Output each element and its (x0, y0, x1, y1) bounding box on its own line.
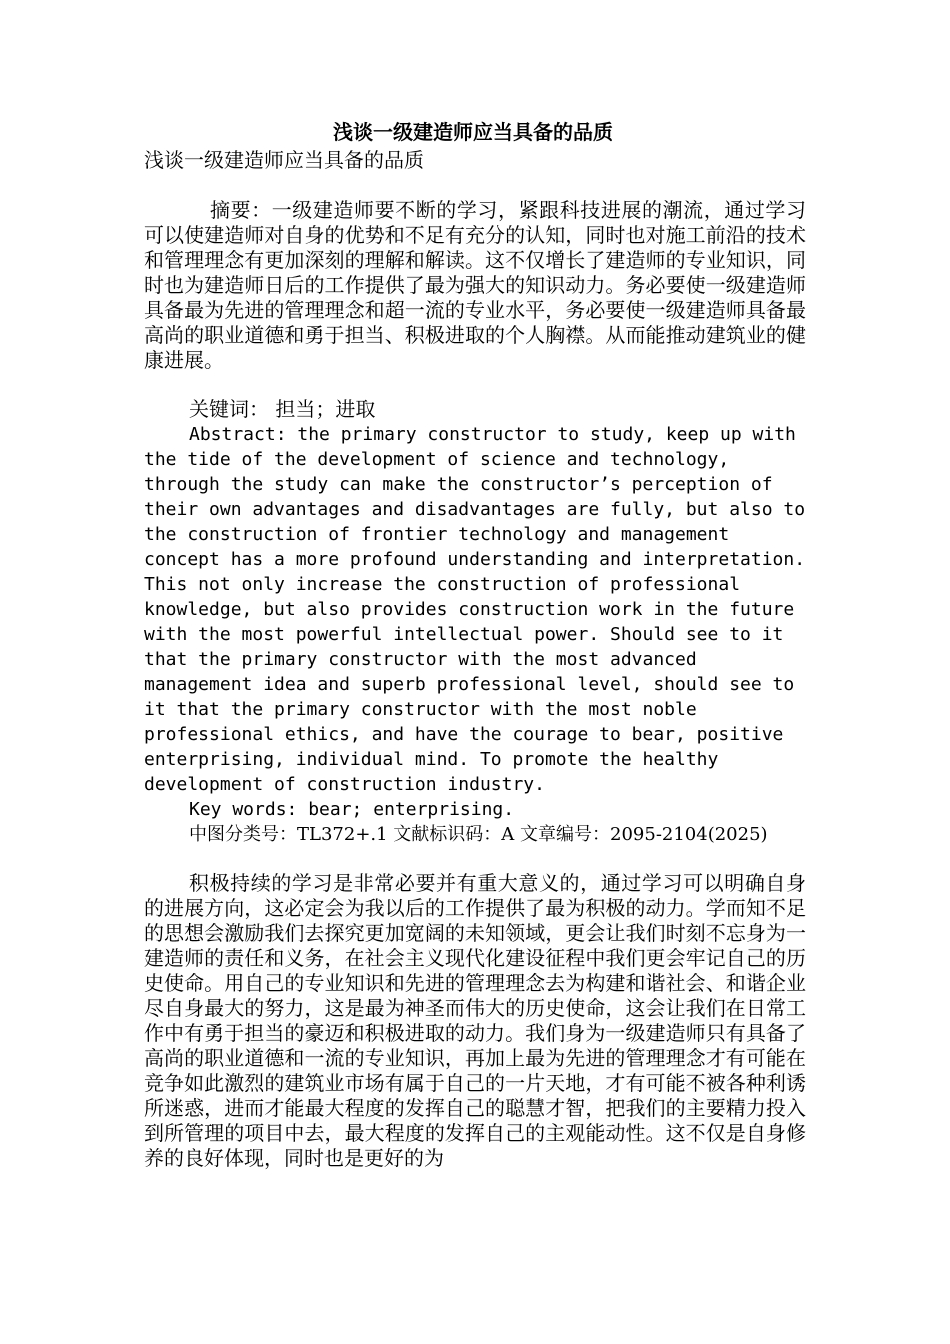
body-paragraph: 积极持续的学习是非常必要并有重大意义的，通过学习可以明确自身的进展方向，这必定会为我以后的工作提供了最为积极的动力。学而知不足的思想会激励我们去探究更加宽阔的未知领域，更会让我们时刻不忘身为一建造师的责任和义务，在社会主义现代化建设征程中我们更会牢记自己的历史使命。用自己的专业知识和先进的管理理念去为构建和谐社会、和谐企业尽自身最大的努力，这是最为神圣而伟大的历史使命，这会让我们在日常工作中有勇于担当的豪迈和积极进取的动力。我们身为一级建造师只有具备了高尚的职业道德和一流的专业知识，再加上最为先进的管理理念才有可能在竞争如此激烈的建筑业市场有属于自己的一片天地，才有可能不被各种利诱所迷惑，进而才能最大程度的发挥自己的聪慧才智，把我们的主要精力投入到所管理的项目中去，最大程度的发挥自己的主观能动性。这不仅是自身修养的良好体现，同时也是更好的为 (144, 871, 806, 1170)
classification-info: 中图分类号：TL372+.1 文献标识码：A 文章编号：2095-2104(2025) (189, 824, 768, 845)
english-abstract: Abstract: the primary constructor to study, keep up with the tide of the development of science and technology, through the study can make the constructor’s perception of their own advantages and disadvantages are fully, but also to the construction of frontier technology and management concept has a more profound understanding and interpretation. This not only increase the construction of professional knowledge, but also provides construction work in the future with the most powerful intellectual power. Should see to it that the primary constructor with the most advanced management idea and superb professional level, should see to it that the primary constructor with the most noble professional ethics, and have the courage to bear, positive enterprising, individual mind. To promote the healthy development of construction industry. (144, 424, 806, 795)
chinese-keywords: 关键词： 担当；进取 (189, 397, 376, 421)
chinese-abstract: 摘要：一级建造师要不断的学习，紧跟科技进展的潮流，通过学习可以使建造师对自身的优势和不足有充分的认知，同时也对施工前沿的技术和管理理念有更加深刻的理解和解读。这不仅增长了建造师的专业知识，同时也为建造师日后的工作提供了最为强大的知识动力。务必要使一级建造师具备最为先进的管理理念和超一流的专业水平，务必要使一级建造师具备最高尚的职业道德和勇于担当、积极进取的个人胸襟。从而能推动建筑业的健康进展。 (144, 198, 806, 372)
english-keywords: Key words: bear; enterprising. (189, 799, 515, 820)
article-title: 浅谈一级建造师应当具备的品质 (333, 120, 613, 144)
article-subtitle: 浅谈一级建造师应当具备的品质 (144, 148, 424, 172)
document-page (144, 118, 806, 1171)
